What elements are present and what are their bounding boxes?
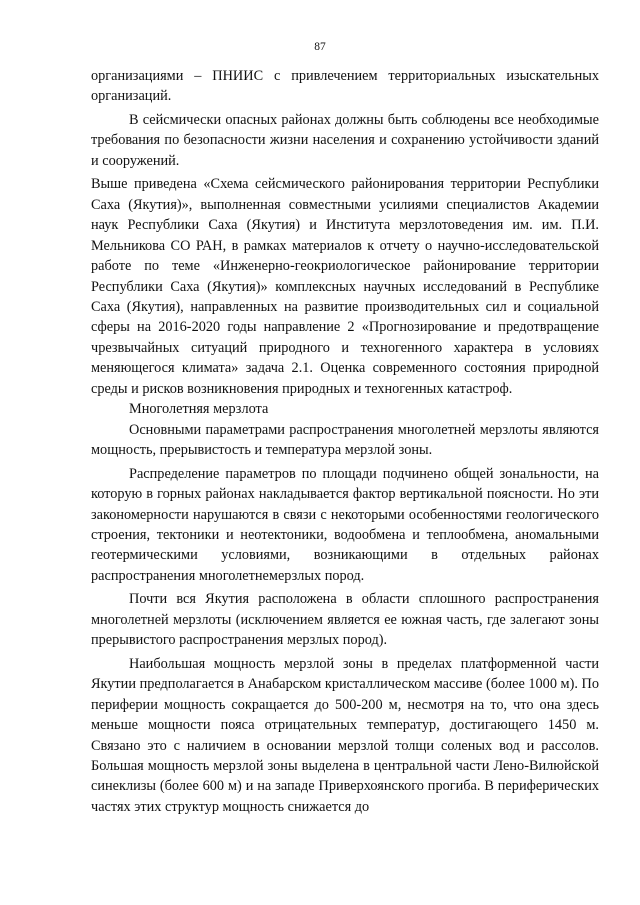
paragraph: Выше приведена «Схема сейсмического районирования территории Республики Саха (Якутия)», выполненная совместными усилиями специалистов Академии наук Республики Саха (Якутия) и Института мерзлотоведения им. им. П.И. Мельникова СО РАН, в рамках материалов к отчету о научно-исследовательской работе по теме «Инженерно-геокриологическое районирование территории Республики Саха (Якутия)» комплексных научных исследований в Республике Саха (Якутия), направленных на развитие производительных сил и социальной сферы на 2016-2020 годы направление 2 «Прогнозирование и предотвращение чрезвычайных ситуаций природного и техногенного характера в условиях меняющегося климата» задача 2.1. Оценка современного состояния природной среды и рисков возникновения природных и техногенных катастроф. xyxy=(91,176,599,397)
paragraph: организациями – ПНИИС с привлечением территориальных изыскательных организаций. xyxy=(91,68,599,105)
section-heading: Многолетняя мерзлота xyxy=(129,401,269,418)
paragraph: В сейсмически опасных районах должны быть соблюдены все необходимые требования по безопасности жизни населения и сохранению устойчивости зданий и сооружений. xyxy=(91,111,599,169)
paragraph: Наибольшая мощность мерзлой зоны в пределах платформенной части Якутии предполагается в Анабарском кристаллическом массиве (более 1000 м). По периферии мощность сокращается до 500-200 м, несмотря на то, что она здесь меньше мощности пояса отрицательных температур, достигающего 1450 м. Связано это с наличием в основании мерзлой толщи соленых вод и рассолов. Большая мощность мерзлой зоны выделена в центральной части Лено-Вилюйской синеклизы (более 600 м) и на западе Приверхоянского прогиба. В периферических частях этих структур мощность снижается до xyxy=(91,655,599,815)
paragraph: Распределение параметров по площади подчинено общей зональности, на которую в горных районах накладывается фактор вертикальной поясности. Но эти закономерности нарушаются в связи с некоторыми особенностями геологического строения, тектоники и неотектоники, водообмена и теплообмена, аномальными геотермическими условиями, возникающими в отдельных районах распространения многолетнемерзлых пород. xyxy=(91,465,599,584)
body-text xyxy=(91,66,599,817)
paragraph: Почти вся Якутия расположена в области сплошного распространения многолетней мерзлоты (исключением является ее южная часть, где залегают зоны прерывистого распространения мерзлых пород). xyxy=(91,591,599,649)
page-number: 87 xyxy=(314,41,326,53)
paragraph: Основными параметрами распространения многолетней мерзлоты являются мощность, прерывистость и температура мерзлой зоны. xyxy=(91,421,599,459)
